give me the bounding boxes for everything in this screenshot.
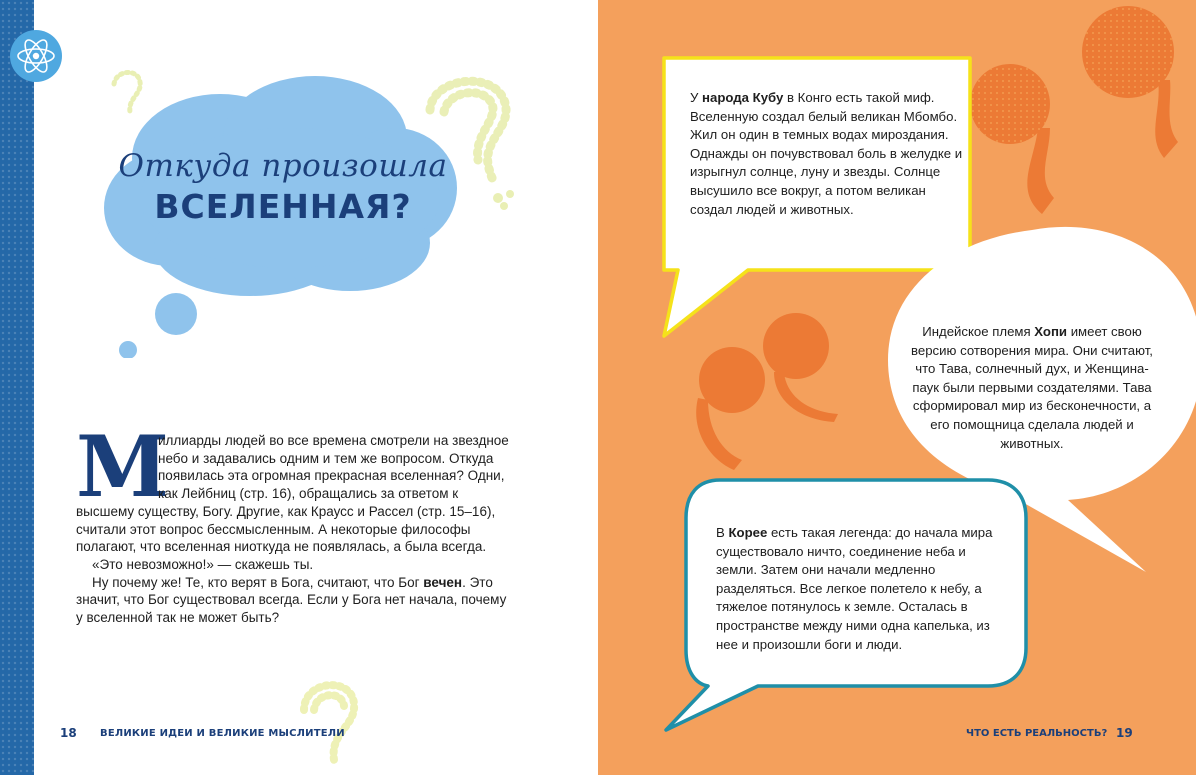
atom-icon (10, 30, 62, 82)
korea-bold: Корее (728, 525, 768, 540)
drop-cap: М (76, 417, 169, 516)
running-head-left: ВЕЛИКИЕ ИДЕИ И ВЕЛИКИЕ МЫСЛИТЕЛИ (100, 728, 345, 739)
quote-marks-top-icon (970, 6, 1178, 214)
kuba-text-1: У (690, 90, 703, 105)
hopi-myth-text (904, 323, 1160, 453)
korea-myth-text (716, 524, 1006, 654)
paragraph-1 (76, 417, 516, 556)
korea-text-1: В (716, 525, 729, 540)
page-number-left: 18 (60, 726, 77, 740)
paragraph-3-part-2: . Это значит, что Бог существовал всегда. Если у Бога нет начала, почему у вселенной так не может быть? (76, 574, 507, 626)
quote-marks-middle-icon (696, 313, 838, 470)
body-text (76, 417, 516, 627)
korea-text-2: есть такая легенда: до начала мира существовало ничто, соединение неба и земли. Затем они начали медленно разделяться. Все легкое полетело к небу, а тяжелое потянулось к земле. Осталась в пространстве между ними одна капелька, из нее и произошли боги и люди. (716, 525, 993, 652)
paragraph-3-part-1: Ну почему же! Те, кто верят в Бога, считают, что Бог (92, 574, 424, 590)
right-page (598, 0, 1196, 775)
running-head-right: ЧТО ЕСТЬ РЕАЛЬНОСТЬ? (966, 728, 1108, 739)
hopi-bold: Хопи (1034, 324, 1068, 339)
paragraph-3-bold: вечен (423, 574, 463, 590)
dotted-question-mark-bottom-icon (290, 670, 370, 775)
page-title (118, 146, 448, 228)
hopi-text-1: Индейское племя (922, 324, 1035, 339)
paragraph-2: «Это невозможно!» — скажешь ты. (92, 556, 314, 572)
title-line-2: ВСЕЛЕННАЯ? (154, 187, 412, 226)
kuba-myth-text (690, 89, 970, 219)
left-edge-stripe (0, 0, 34, 775)
paragraph-3 (76, 574, 516, 627)
title-line-1: Откуда произошла (118, 148, 448, 184)
hopi-text-2: имеет свою версию сотворения мира. Они считают, что Тава, солнечный дух, и Женщина-паук были первыми создателями. Тава сформировал мир из бесконечности, а его помощница сделала людей и животных. (911, 324, 1153, 451)
paragraph-1-text: иллиарды людей во все времена смотрели на звездное небо и задавались одним и тем же вопросом. Откуда появилась эта огромная прекрасная вселенная? Одни, как Лейбниц (стр. 16), обращались за ответом к высшему существу, Богу. Другие, как Краусс и Рассел (стр. 15–16), считали этот вопрос бессмысленным. А некоторые философы полагают, что вселенная ниоткуда не появлялась, а была всегда. (76, 433, 509, 555)
kuba-text-2: в Конго есть такой миф. Вселенную создал белый великан Мбомбо. Жил он один в темных водах мироздания. Однажды он почувствовал боль в желудке и изрыгнул солнце, луну и звезды. Солнце высушило все вокруг, а потом великан создал людей и животных. (690, 90, 963, 217)
page-number-right: 19 (1116, 726, 1133, 740)
kuba-bold: народа Кубу (702, 90, 784, 105)
